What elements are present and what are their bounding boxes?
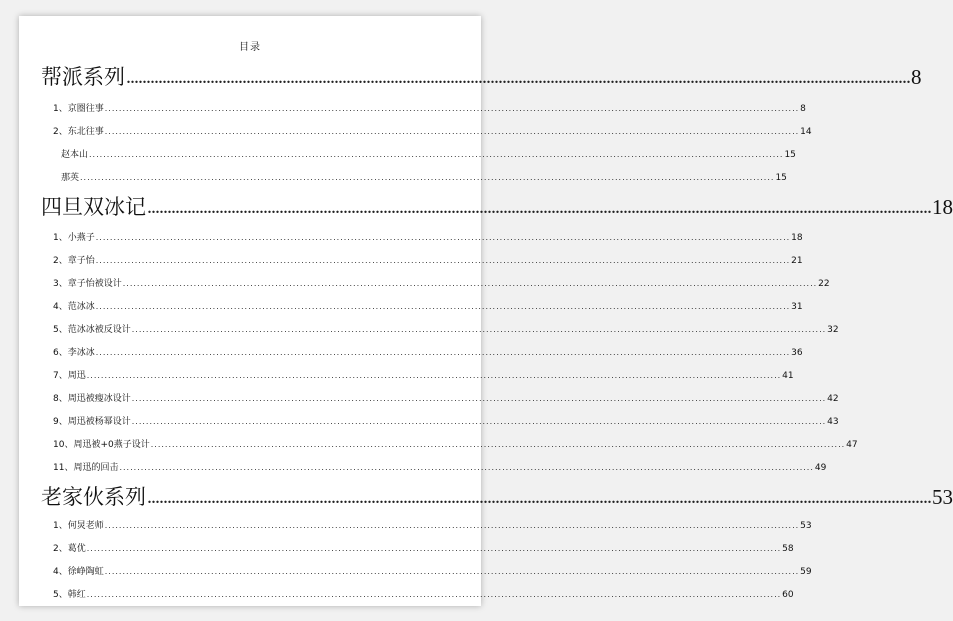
item-page-number: 36	[791, 348, 803, 358]
item-label: 2、东北往事	[53, 127, 104, 137]
toc-item[interactable]	[53, 588, 794, 602]
item-page-number: 49	[814, 463, 827, 473]
item-page-number: 8	[800, 104, 806, 114]
dot-leader: ....................................................................................................................................................................................................	[104, 521, 800, 530]
toc-section-sidan[interactable]	[41, 194, 953, 220]
dot-leader: ....................................................................................................................................................................................................	[126, 66, 910, 88]
toc-item[interactable]	[53, 231, 803, 245]
item-page-number: 47	[846, 440, 858, 450]
item-page-number: 59	[800, 567, 812, 577]
section-title: 老家伙系列	[41, 485, 146, 509]
item-label: 9、周迅被杨幂设计	[53, 417, 131, 427]
item-page-number: 41	[782, 371, 794, 381]
dot-leader: ....................................................................................................................................................................................................	[89, 150, 784, 159]
item-label: 5、韩红	[53, 590, 86, 600]
item-label: 1、京圈往事	[53, 104, 104, 114]
item-page-number: 42	[827, 394, 839, 404]
toc-subitem[interactable]	[61, 171, 787, 185]
item-page-number: 15	[775, 173, 787, 183]
item-label: 10、周迅被+0燕子设计	[53, 440, 150, 450]
toc-heading: 目录	[239, 42, 261, 53]
item-label: 4、徐峥陶虹	[53, 567, 104, 577]
dot-leader: ....................................................................................................................................................................................................	[86, 590, 782, 599]
toc-item[interactable]	[53, 125, 812, 139]
dot-leader: ....................................................................................................................................................................................................	[95, 256, 791, 265]
toc-item[interactable]	[53, 415, 839, 429]
item-page-number: 14	[800, 127, 812, 137]
dot-leader: ....................................................................................................................................................................................................	[119, 463, 814, 472]
item-page-number: 53	[800, 521, 812, 531]
section-title: 帮派系列	[41, 65, 125, 89]
toc-subitem[interactable]	[61, 148, 796, 162]
dot-leader: ....................................................................................................................................................................................................	[104, 567, 800, 576]
dot-leader: ....................................................................................................................................................................................................	[150, 440, 846, 449]
toc-section-bangpai[interactable]	[41, 64, 922, 90]
toc-item[interactable]	[53, 300, 803, 314]
dot-leader: ....................................................................................................................................................................................................	[95, 348, 791, 357]
item-label: 1、小燕子	[53, 233, 95, 243]
item-label: 4、范冰冰	[53, 302, 95, 312]
item-page-number: 18	[791, 233, 803, 243]
item-label: 2、葛优	[53, 544, 86, 554]
dot-leader: ....................................................................................................................................................................................................	[131, 325, 827, 334]
item-label: 2、章子怡	[53, 256, 95, 266]
item-label: 赵本山	[61, 150, 89, 160]
toc-item[interactable]	[53, 102, 806, 116]
toc-item[interactable]	[53, 438, 858, 452]
dot-leader: ....................................................................................................................................................................................................	[122, 279, 818, 288]
dot-leader: ....................................................................................................................................................................................................	[80, 173, 775, 182]
item-page-number: 58	[782, 544, 794, 554]
toc-item[interactable]	[53, 346, 803, 360]
dot-leader: ....................................................................................................................................................................................................	[104, 104, 800, 113]
toc-item[interactable]	[53, 461, 827, 475]
toc-item[interactable]	[53, 277, 830, 291]
section-title: 四旦双冰记	[41, 195, 146, 219]
toc-item[interactable]	[53, 369, 794, 383]
item-page-number: 32	[827, 325, 839, 335]
item-page-number: 43	[827, 417, 839, 427]
toc-item[interactable]	[53, 254, 803, 268]
item-page-number: 15	[784, 150, 796, 160]
dot-leader: ....................................................................................................................................................................................................	[131, 394, 827, 403]
item-label: 5、范冰冰被反设计	[53, 325, 131, 335]
dot-leader: ....................................................................................................................................................................................................	[95, 233, 791, 242]
dot-leader: ....................................................................................................................................................................................................	[147, 486, 931, 508]
toc-section-laojiahuo[interactable]	[41, 484, 953, 510]
section-page-number: 8	[911, 65, 922, 89]
dot-leader: ....................................................................................................................................................................................................	[86, 544, 782, 553]
toc-item[interactable]	[53, 519, 812, 533]
item-page-number: 60	[782, 590, 794, 600]
dot-leader: ....................................................................................................................................................................................................	[147, 196, 931, 218]
item-label: 3、章子怡被设计	[53, 279, 122, 289]
item-label: 8、周迅被瘦冰设计	[53, 394, 131, 404]
dot-leader: ....................................................................................................................................................................................................	[104, 127, 800, 136]
dot-leader: ....................................................................................................................................................................................................	[131, 417, 827, 426]
toc-item[interactable]	[53, 392, 839, 406]
item-page-number: 31	[791, 302, 803, 312]
dot-leader: ....................................................................................................................................................................................................	[86, 371, 782, 380]
section-page-number: 18	[932, 195, 953, 219]
dot-leader: ....................................................................................................................................................................................................	[95, 302, 791, 311]
item-page-number: 21	[791, 256, 803, 266]
section-page-number: 53	[932, 485, 953, 509]
item-label: 1、何炅老师	[53, 521, 104, 531]
item-label: 11、周迅的回击	[53, 463, 119, 473]
item-label: 7、周迅	[53, 371, 86, 381]
item-page-number: 22	[818, 279, 830, 289]
item-label: 6、李冰冰	[53, 348, 95, 358]
toc-item[interactable]	[53, 565, 812, 579]
item-label: 那英	[61, 173, 80, 183]
toc-item[interactable]	[53, 323, 839, 337]
toc-item[interactable]	[53, 542, 794, 556]
document-page	[19, 16, 953, 606]
